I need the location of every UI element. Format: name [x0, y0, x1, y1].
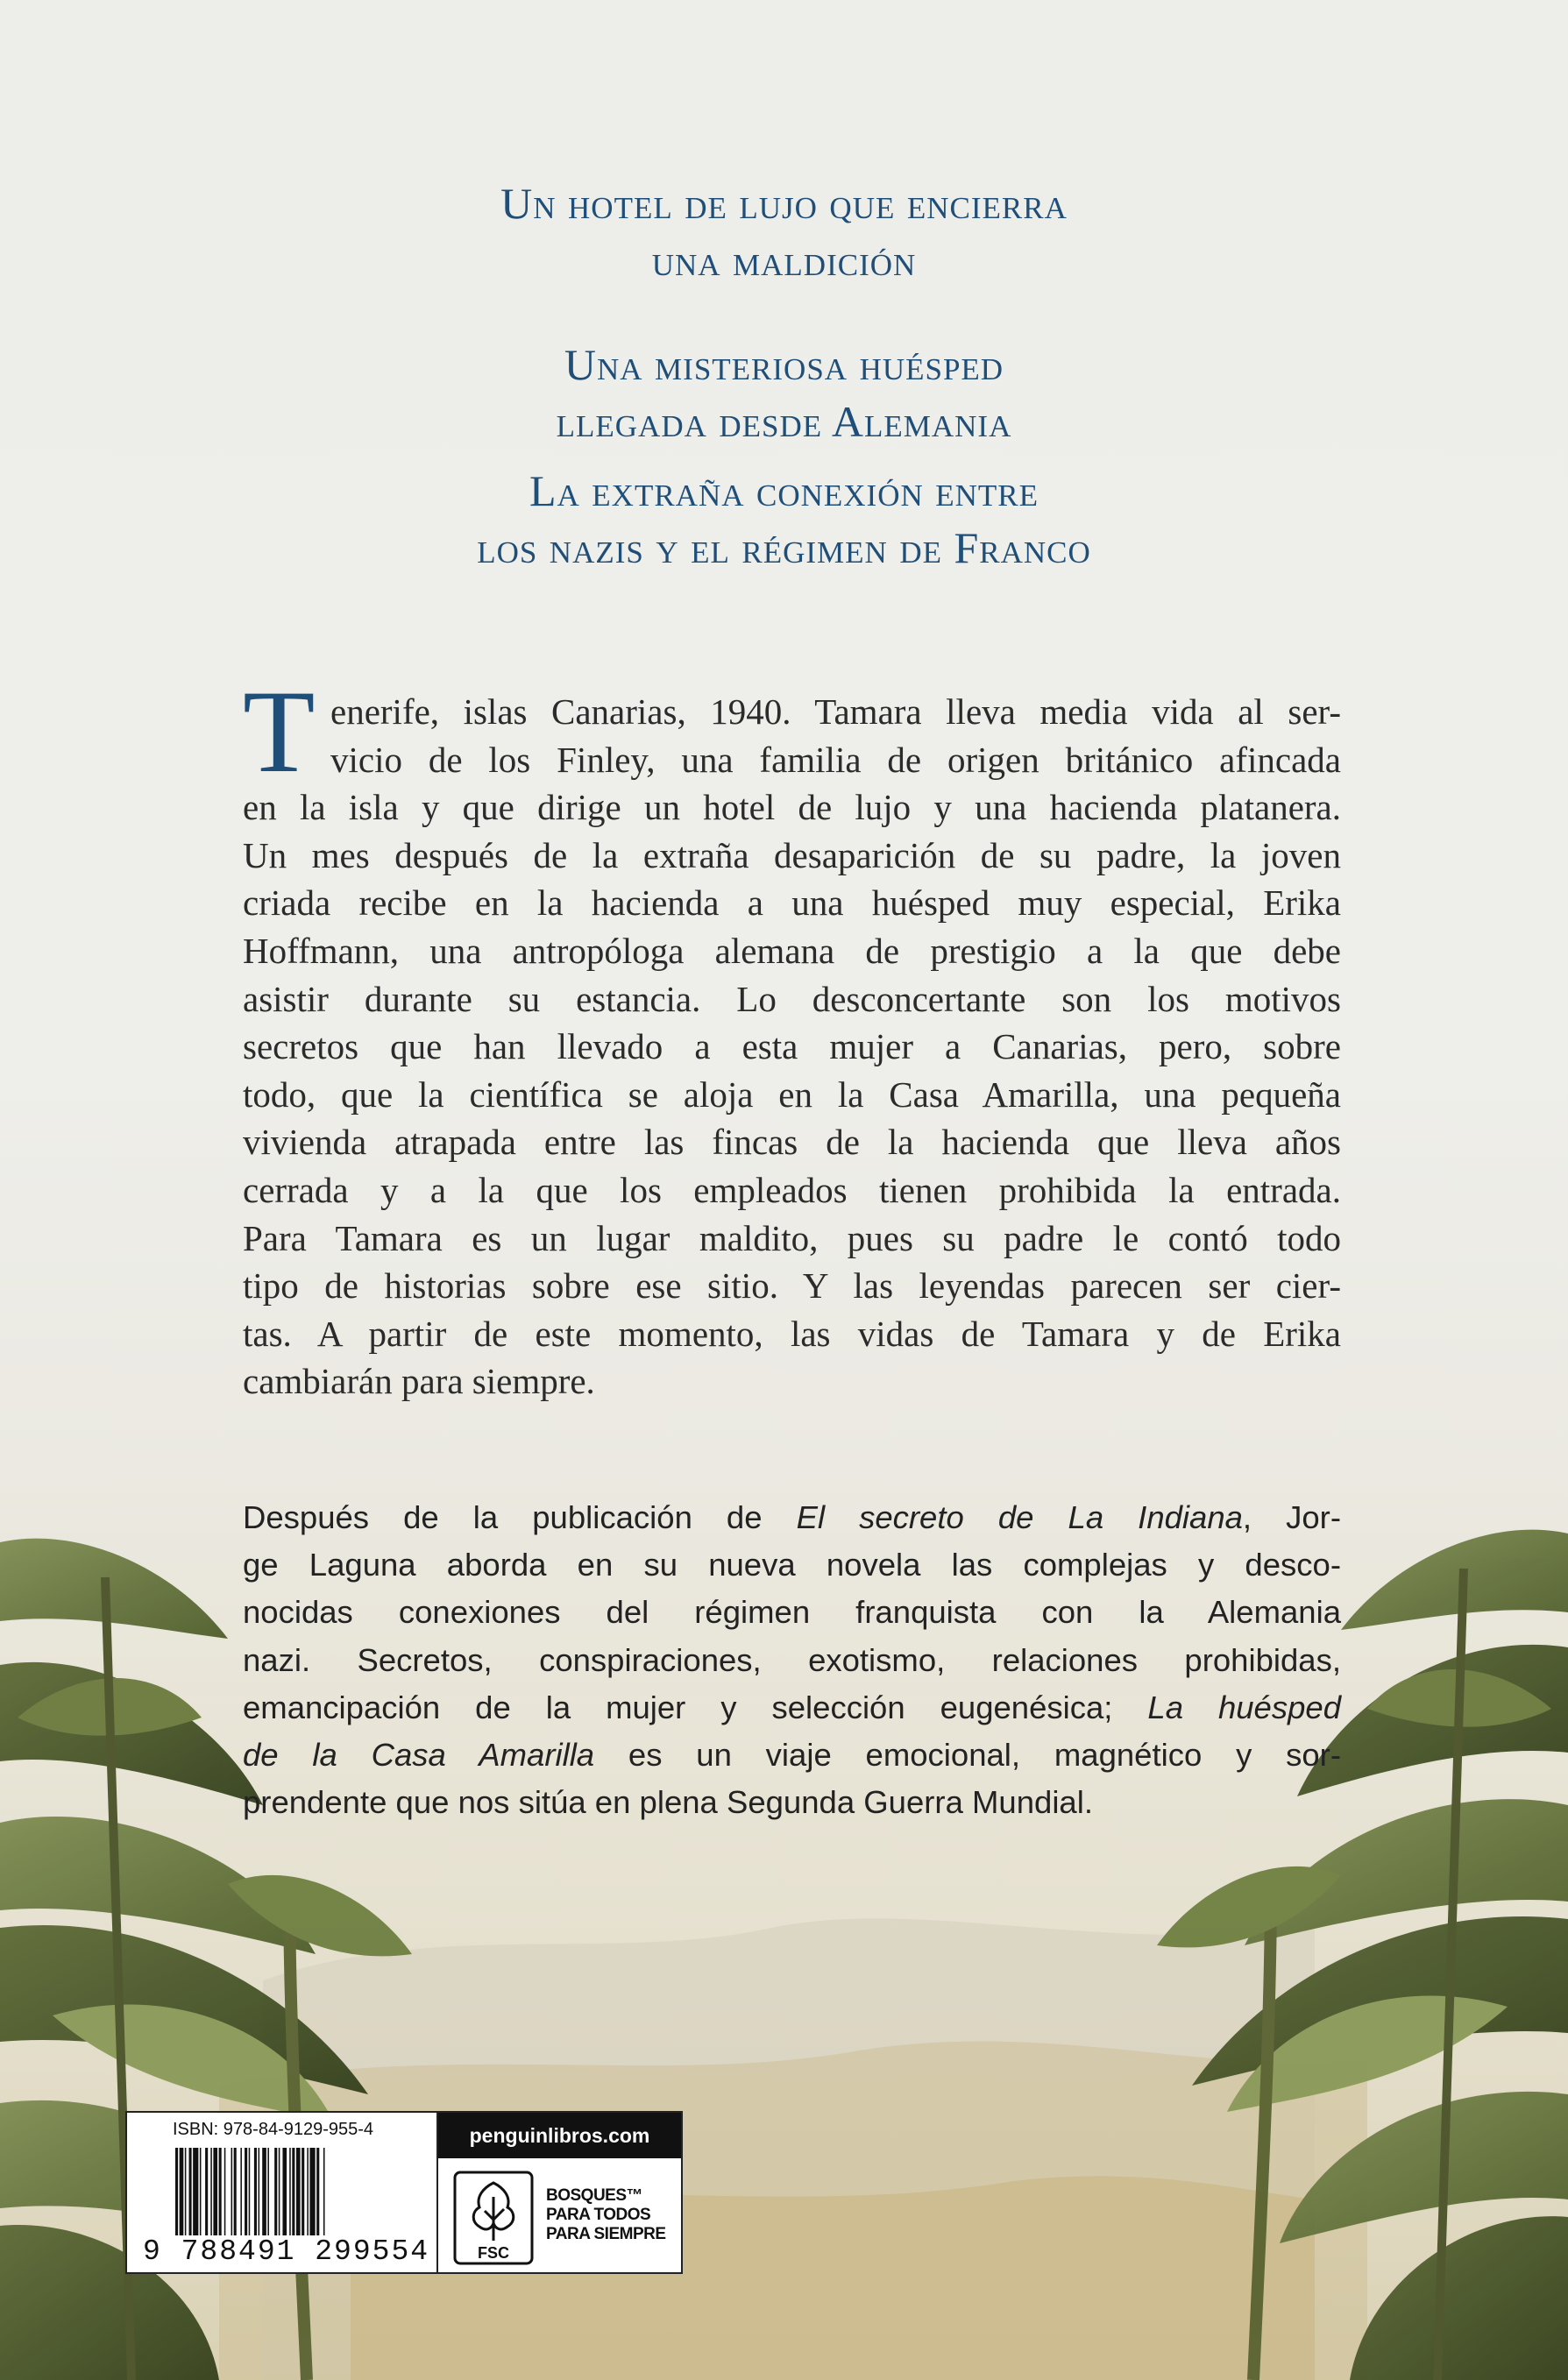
fsc-label: FSC [478, 2244, 509, 2262]
fsc-slogan-line: PARA SIEMPRE [546, 2225, 666, 2243]
tagline-hotel [0, 175, 1568, 289]
barcode-panel [125, 2111, 683, 2274]
isbn-label: ISBN: 978-84-9129-955-4 [173, 2120, 374, 2139]
blurb-text: Después de la publicación de [243, 1499, 797, 1535]
synopsis-line: tipo de historias sobre ese sitio. Y las leyendas parecen ser cier- [243, 1265, 1341, 1307]
blurb-line: ge Laguna aborda en su nueva novela las complejas y desco- [243, 1547, 1341, 1583]
tagline-line: llegada desde Alemania [556, 397, 1012, 446]
tagline-connection [0, 463, 1568, 577]
fsc-slogan-line: PARA TODOS [546, 2206, 651, 2224]
synopsis-line: Un mes después de la extraña desaparición de su padre, la joven [243, 834, 1341, 875]
synopsis-line: cerrada y a la que los empleados tienen prohibida la entrada. [243, 1169, 1341, 1210]
blurb-text: es un viaje emocional, magnético y sor- [594, 1736, 1341, 1773]
fsc-tree-icon [453, 2171, 534, 2265]
book-title: de la Casa Amarilla [243, 1736, 595, 1773]
synopsis-line: cambiarán para siempre. [243, 1361, 595, 1402]
fsc-slogan-line: BOSQUES™ [546, 2186, 643, 2205]
blurb-line: nazi. Secretos, conspiraciones, exotismo, relaciones prohibidas, [243, 1641, 1341, 1678]
previous-book-title: El secreto de La Indiana [796, 1499, 1243, 1535]
drop-cap: T [243, 667, 316, 797]
tagline-line: una maldición [651, 236, 917, 285]
synopsis-line: todo, que la científica se aloja en la Casa Amarilla, una pequeña [243, 1073, 1341, 1115]
synopsis-line: criada recibe en la hacienda a una huésped muy especial, Erika [243, 882, 1341, 924]
synopsis-line: Para Tamara es un lugar maldito, pues su padre le contó todo [243, 1217, 1341, 1258]
synopsis-paragraph [243, 688, 1341, 1406]
barcode-bars [175, 2148, 425, 2235]
fsc-slogan [546, 2186, 678, 2244]
author-blurb [243, 1494, 1341, 1826]
blurb-line: prendente que nos sitúa en plena Segunda Guerra Mundial. [243, 1784, 1093, 1821]
synopsis-line: vicio de los Finley, una familia de origen británico afincada [330, 739, 1341, 780]
publisher-website: penguinlibros.com [438, 2113, 681, 2158]
synopsis-line: enerife, islas Canarias, 1940. Tamara lleva media vida al ser- [330, 691, 1341, 732]
synopsis-line: vivienda atrapada entre las fincas de la hacienda que lleva años [243, 1122, 1341, 1163]
blurb-line [243, 1494, 1341, 1541]
synopsis-line: tas. A partir de este momento, las vidas de Tamara y de Erika [243, 1313, 1341, 1354]
tagline-line: los nazis y el régimen de Franco [477, 523, 1091, 572]
tagline-line: Un hotel de lujo que encierra [500, 179, 1068, 228]
synopsis-line: Hoffmann, una antropóloga alemana de prestigio a la que debe [243, 930, 1341, 971]
book-title: La huésped [1147, 1689, 1342, 1725]
synopsis-line: en la isla y que dirige un hotel de lujo y una hacienda platanera. [243, 787, 1341, 828]
synopsis-line: asistir durante su estancia. Lo desconcertante son los motivos [243, 978, 1341, 1019]
blurb-line [243, 1732, 1341, 1779]
barcode-digits: 9 788491 299554 [143, 2235, 430, 2268]
blurb-line [243, 1684, 1341, 1732]
barcode [127, 2113, 436, 2272]
tagline-line: Una misteriosa huésped [564, 340, 1004, 389]
blurb-text: , Jor- [1242, 1499, 1341, 1535]
blurb-text: emancipación de la mujer y selección eugenésica; [243, 1689, 1148, 1725]
synopsis-line: secretos que han llevado a esta mujer a Canarias, pero, sobre [243, 1026, 1341, 1067]
tagline-guest [0, 336, 1568, 450]
blurb-line: nocidas conexiones del régimen franquista con la Alemania [243, 1594, 1341, 1631]
tagline-line: La extraña conexión entre [529, 466, 1039, 515]
